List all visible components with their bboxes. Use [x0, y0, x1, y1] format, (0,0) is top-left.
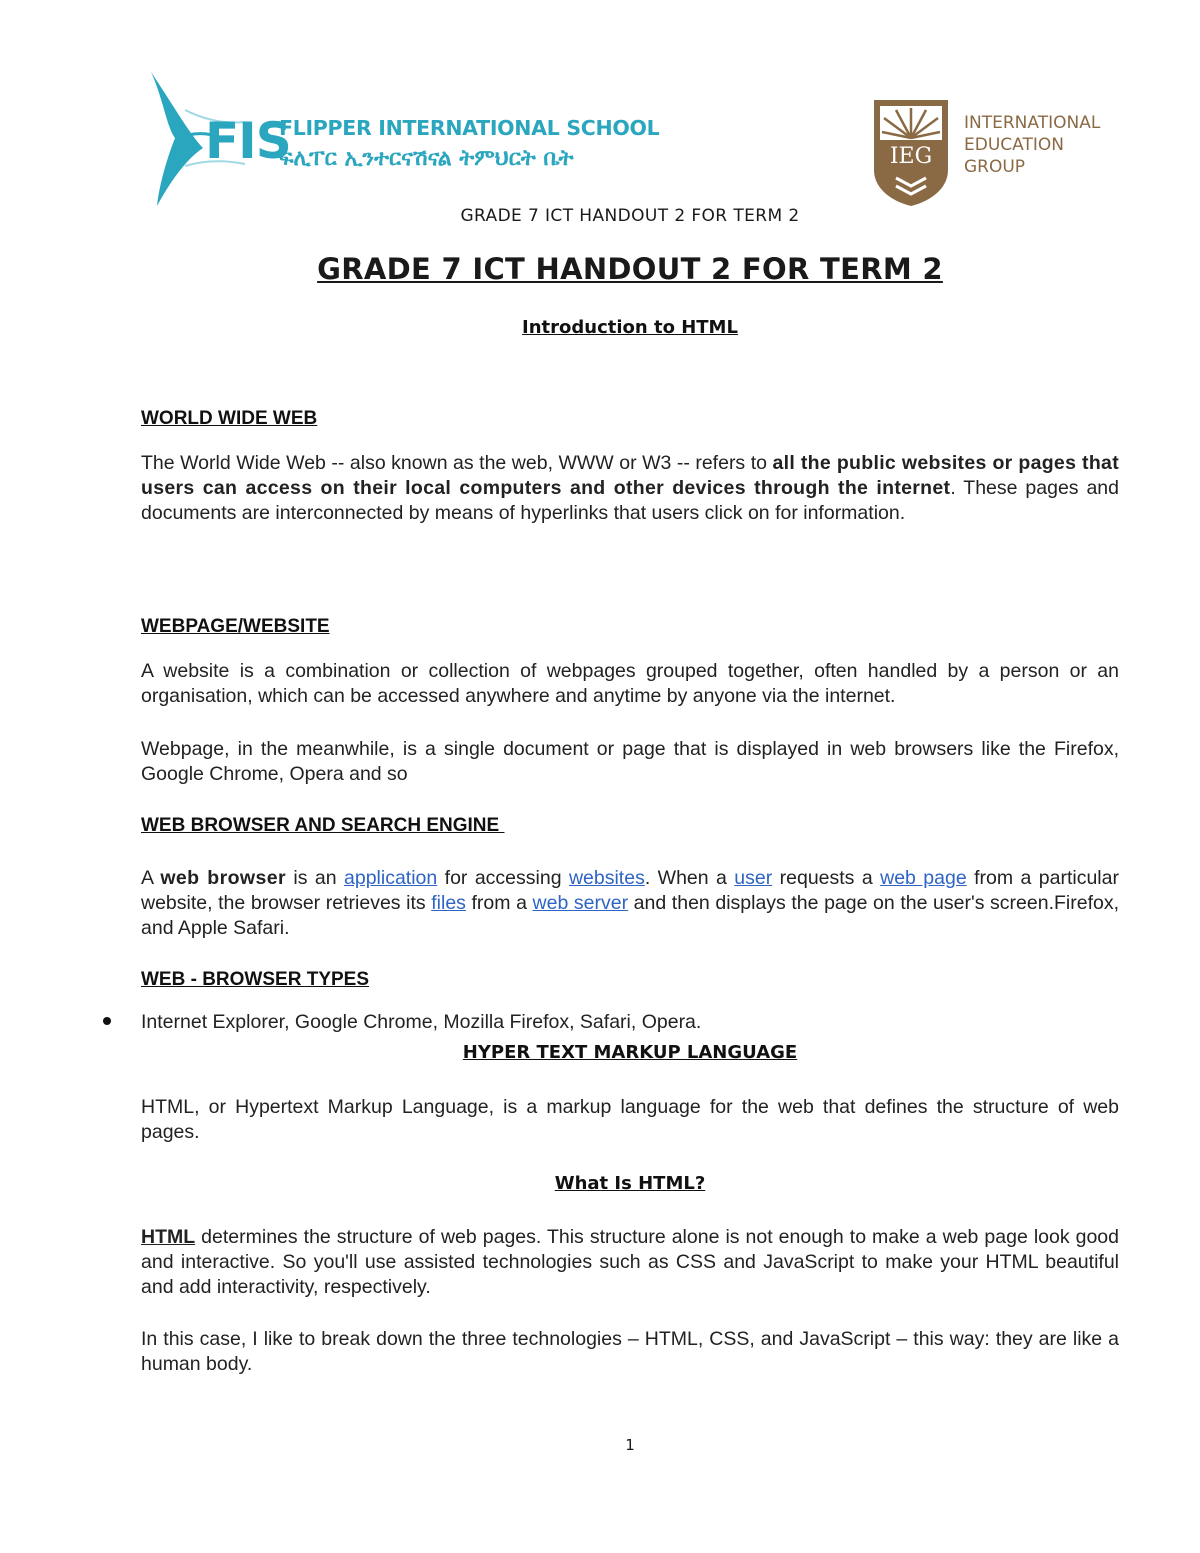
- browser-text-2: is an: [285, 867, 344, 889]
- browser-paragraph: [141, 866, 1119, 941]
- www-text-bold: all the public websites or pages that users can access on their local computers and other devices through the internet: [141, 452, 1119, 499]
- page-number: 1: [625, 1436, 635, 1454]
- fis-name-am: ፍሊፐር ኢንተርናሽናል ትምህርት ቤት: [279, 146, 574, 171]
- link-files[interactable]: files: [431, 892, 466, 914]
- browser-bold-term: web browser: [160, 867, 286, 889]
- types-heading: WEB - BROWSER TYPES: [141, 969, 370, 990]
- types-list-item: Internet Explorer, Google Chrome, Mozilla Firefox, Safari, Opera.: [141, 1011, 702, 1033]
- hypertext-heading: HYPER TEXT MARKUP LANGUAGE: [462, 1042, 798, 1063]
- link-web-page[interactable]: web page: [880, 867, 967, 889]
- www-text-start: The World Wide Web -- also known as the web, WWW or W3 -- refers to: [141, 452, 773, 474]
- link-web-server[interactable]: web server: [532, 892, 629, 914]
- browser-text-7: from a: [465, 892, 533, 914]
- whatis-heading: What Is HTML?: [554, 1173, 706, 1194]
- whatis-paragraph-2: In this case, I like to break down the three technologies – HTML, CSS, and JavaScript – this way: they are like a human body.: [141, 1328, 1119, 1375]
- browser-text-3: for accessing: [437, 867, 569, 889]
- www-text-end: . These pages and documents are interconnected by means of hyperlinks that users click on for information.: [141, 477, 1119, 524]
- bullet-icon: [103, 1017, 111, 1025]
- page-title: GRADE 7 ICT HANDOUT 2 FOR TERM 2: [317, 252, 943, 286]
- link-user[interactable]: user: [734, 867, 773, 889]
- hypertext-paragraph: HTML, or Hypertext Markup Language, is a markup language for the web that defines the structure of web pages.: [141, 1096, 1119, 1143]
- whatis-html-term: HTML: [141, 1226, 196, 1248]
- fis-name-en: FLIPPER INTERNATIONAL SCHOOL: [279, 116, 660, 140]
- website-paragraph-1: A website is a combination or collection of webpages grouped together, often handled by a person or an organisation, which can be accessed anywhere and anytime by anyone via the internet.: [141, 660, 1119, 707]
- browser-text-5: requests a: [772, 867, 881, 889]
- whatis-paragraph-1: [141, 1225, 1119, 1300]
- website-heading: WEBPAGE/WEBSITE: [141, 616, 330, 637]
- ieg-name-line-1: INTERNATIONAL: [964, 113, 1101, 133]
- www-paragraph: [141, 451, 1119, 526]
- browser-text-4: . When a: [644, 867, 735, 889]
- website-paragraph-2: Webpage, in the meanwhile, is a single document or page that is displayed in web browsers like the Firefox, Google Chrome, Opera and so: [141, 738, 1119, 785]
- browser-heading: WEB BROWSER AND SEARCH ENGINE: [141, 815, 505, 836]
- ieg-name-line-3: GROUP: [964, 157, 1026, 177]
- subtitle: Introduction to HTML: [522, 317, 738, 338]
- www-heading: WORLD WIDE WEB: [141, 408, 318, 429]
- browser-text-1: A: [141, 867, 161, 889]
- link-websites[interactable]: websites: [568, 867, 645, 889]
- browser-text-8: and then displays the page on the user's screen.Firefox, and Apple Safari.: [141, 892, 1119, 939]
- ieg-abbr: IEG: [889, 144, 933, 169]
- ieg-logo: [872, 98, 1122, 210]
- link-application[interactable]: application: [344, 867, 438, 889]
- fis-logo: [145, 68, 660, 210]
- ieg-name-line-2: EDUCATION: [964, 135, 1064, 155]
- fis-abbr: FIS: [205, 112, 291, 170]
- browser-text-6: from a particular website, the browser retrieves its: [141, 867, 1119, 914]
- header-line: GRADE 7 ICT HANDOUT 2 FOR TERM 2: [460, 206, 800, 226]
- whatis-text: determines the structure of web pages. This structure alone is not enough to make a web page look good and interactive. So you'll use assisted technologies such as CSS and JavaScript to make your HTML beautiful and add interactivity, respectively.: [141, 1226, 1119, 1298]
